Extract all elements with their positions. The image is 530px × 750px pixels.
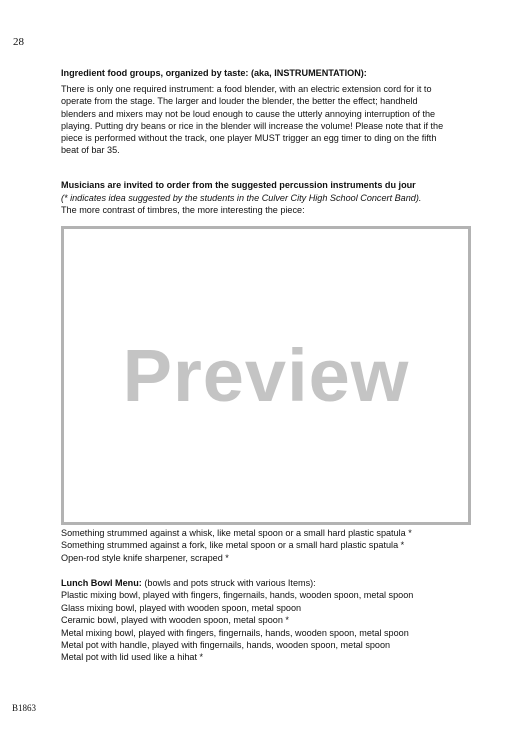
- paragraph-line: piece is performed without the track, one player MUST trigger an egg timer to ding on the fifth: [61, 133, 437, 144]
- list-item: Something strummed against a whisk, like metal spoon or a small hard plastic spatula *: [61, 528, 412, 538]
- musicians-note: (* indicates idea suggested by the students in the Culver City High School Concert Band).: [61, 192, 422, 203]
- paragraph-line: playing. Putting dry beans or rice in the blender will increase the volume! Please note that if the: [61, 120, 444, 131]
- preview-watermark: Preview: [122, 334, 410, 417]
- percussion-list-continued: [61, 527, 501, 564]
- list-item: Ceramic bowl, played with wooden spoon, metal spoon *: [61, 615, 289, 626]
- paragraph-line: operate from the stage. The larger and louder the blender, the better the effect; handheld: [61, 96, 418, 107]
- lunch-bowl-heading: [61, 577, 501, 589]
- preview-watermark-box: [61, 226, 471, 525]
- list-item: Something strummed against a fork, like metal spoon or a small hard plastic spatula *: [61, 540, 405, 551]
- lunch-bowl-heading-bold: Lunch Bowl Menu:: [61, 578, 142, 588]
- paragraph-line: blenders and mixers may not be loud enough to cause the utterly annoying interruption of the: [61, 108, 436, 119]
- list-item: Glass mixing bowl, played with wooden spoon, metal spoon: [61, 602, 302, 613]
- list-item: Metal pot with lid used like a hihat *: [61, 652, 204, 663]
- list-item: Plastic mixing bowl, played with fingers, fingernails, hands, wooden spoon, metal spoon: [61, 590, 414, 601]
- paragraph-line: beat of bar 35.: [61, 145, 120, 156]
- musicians-intro: The more contrast of timbres, the more interesting the piece:: [61, 204, 305, 215]
- paragraph-line: There is only one required instrument: a food blender, with an electric extension cord for it to: [61, 84, 432, 95]
- list-item: Metal pot with handle, played with fingernails, hands, wooden spoon, metal spoon: [61, 640, 391, 651]
- lunch-bowl-section: [61, 577, 501, 664]
- main-content: [61, 67, 481, 216]
- instrumentation-paragraph: [61, 83, 481, 156]
- page-number: 28: [13, 36, 24, 48]
- lunch-bowl-heading-rest: (bowls and pots struck with various Items):: [141, 578, 316, 588]
- footer-code: B1863: [12, 703, 37, 713]
- list-item: Open-rod style knife sharpener, scraped *: [61, 552, 229, 563]
- musicians-heading: Musicians are invited to order from the suggested percussion instruments du jour: [61, 180, 416, 191]
- list-item: Metal mixing bowl, played with fingers, fingernails, hands, wooden spoon, metal spoon: [61, 627, 409, 638]
- instrumentation-heading: Ingredient food groups, organized by taste: (aka, INSTRUMENTATION):: [61, 68, 367, 78]
